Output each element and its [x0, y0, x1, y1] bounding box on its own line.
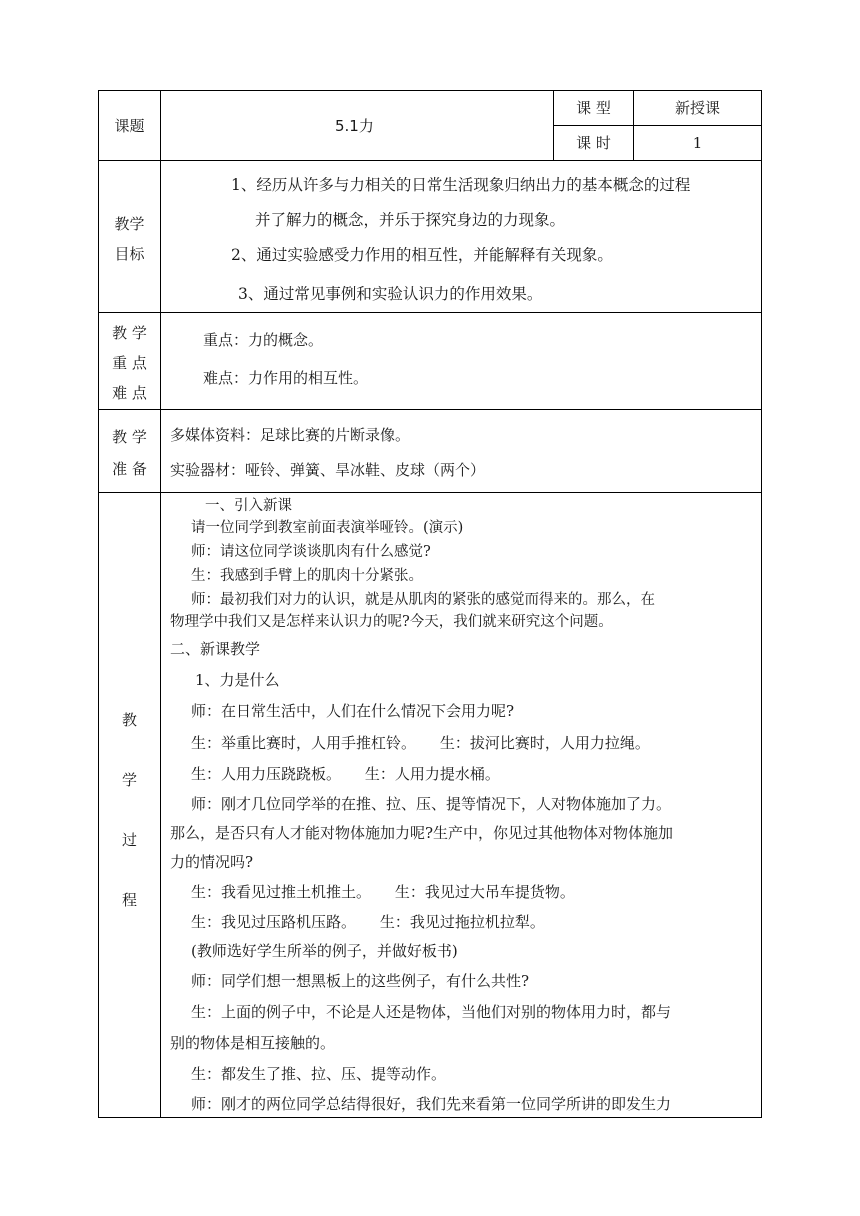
keypoints-label-1: 教 学 [112, 324, 147, 342]
process-line: 师：同学们想一想黑板上的这些例子，有什么共性? [191, 972, 530, 990]
process-line: 别的物体是相互接触的。 [170, 1034, 336, 1052]
process-line: 生：都发生了推、拉、压、提等动作。 [191, 1065, 447, 1083]
process-line: 生：人用力压跷跷板。 生：人用力提水桶。 [191, 765, 500, 783]
hours-label: 课 时 [576, 134, 611, 152]
type-label: 课 型 [576, 99, 611, 117]
objective-line: 1、经历从许多与力相关的日常生活现象归纳出力的基本概念的过程 [231, 176, 691, 194]
process-line: 生：我见过压路机压路。 生：我见过拖拉机拉犁。 [191, 913, 545, 931]
hours-value: 1 [692, 134, 703, 152]
divider-objectives [98, 312, 762, 313]
objective-line: 2、通过实验感受力作用的相互性，并能解释有关现象。 [231, 246, 613, 264]
process-label-1: 教 [121, 711, 137, 729]
process-line: 师：请这位同学谈谈肌肉有什么感觉? [191, 544, 431, 560]
process-line: 师：刚才几位同学举的在推、拉、压、提等情况下，人对物体施加了力。 [191, 795, 672, 813]
difficult-point: 难点：力作用的相互性。 [203, 369, 369, 387]
process-line: 二、新课教学 [170, 640, 261, 658]
process-line: 生：举重比赛时，人用手推杠铃。 生：拔河比赛时，人用力拉绳。 [191, 734, 650, 752]
process-line: 生：我感到手臂上的肌肉十分紧张。 [191, 568, 423, 584]
type-value: 新授课 [674, 99, 720, 117]
divider-preparation [98, 492, 762, 493]
process-label-2: 学 [121, 771, 137, 789]
lesson-title: 5.1力 [335, 117, 374, 135]
divider-header [98, 160, 762, 161]
divider-keypoints [98, 409, 762, 410]
process-line: (教师选好学生所举的例子，并做好板书) [191, 942, 458, 960]
objectives-label-2: 目标 [114, 245, 145, 263]
header-label: 课题 [114, 117, 145, 135]
process-label-4: 程 [121, 891, 137, 909]
border-left [98, 90, 99, 1118]
objective-line: 并了解力的概念，并乐于探究身边的力现象。 [255, 211, 566, 229]
border-bottom [98, 1117, 762, 1118]
process-label-3: 过 [121, 831, 137, 849]
border-top [98, 90, 762, 91]
process-line: 师：最初我们对力的认识，就是从肌肉的紧张的感觉而得来的。那么，在 [191, 592, 655, 608]
column-divider [160, 90, 161, 1118]
preparation-media: 多媒体资料：足球比赛的片断录像。 [170, 426, 411, 444]
objective-line: 3、通过常见事例和实验认识力的作用效果。 [238, 285, 543, 303]
key-point: 重点：力的概念。 [203, 331, 324, 349]
divider-type-hours [553, 125, 762, 126]
process-line: 物理学中我们又是怎样来认识力的呢?今天，我们就来研究这个问题。 [170, 614, 613, 630]
preparation-label-1: 教 学 [112, 428, 147, 446]
process-line: 那么，是否只有人才能对物体施加力呢?生产中，你见过其他物体对物体施加 [170, 824, 674, 842]
process-line: 师：刚才的两位同学总结得很好，我们先来看第一位同学所讲的即发生力 [191, 1095, 672, 1113]
process-line: 1、力是什么 [195, 671, 280, 689]
process-line: 生：上面的例子中，不论是人还是物体，当他们对别的物体用力时，都与 [191, 1003, 672, 1021]
keypoints-label-2: 重 点 [112, 354, 147, 372]
keypoints-label-3: 难 点 [112, 384, 147, 402]
preparation-label-2: 准 备 [112, 460, 147, 478]
border-right [761, 90, 762, 1118]
process-line: 一、引入新课 [205, 498, 292, 514]
process-line: 请一位同学到教室前面表演举哑铃。(演示) [191, 520, 464, 536]
objectives-label-1: 教学 [114, 215, 145, 233]
process-line: 力的情况吗? [170, 853, 254, 871]
process-line: 师：在日常生活中，人们在什么情况下会用力呢? [191, 702, 515, 720]
preparation-equipment: 实验器材：哑铃、弹簧、旱冰鞋、皮球（两个） [170, 461, 486, 479]
process-line: 生：我看见过推土机推土。 生：我见过大吊车提货物。 [191, 883, 575, 901]
